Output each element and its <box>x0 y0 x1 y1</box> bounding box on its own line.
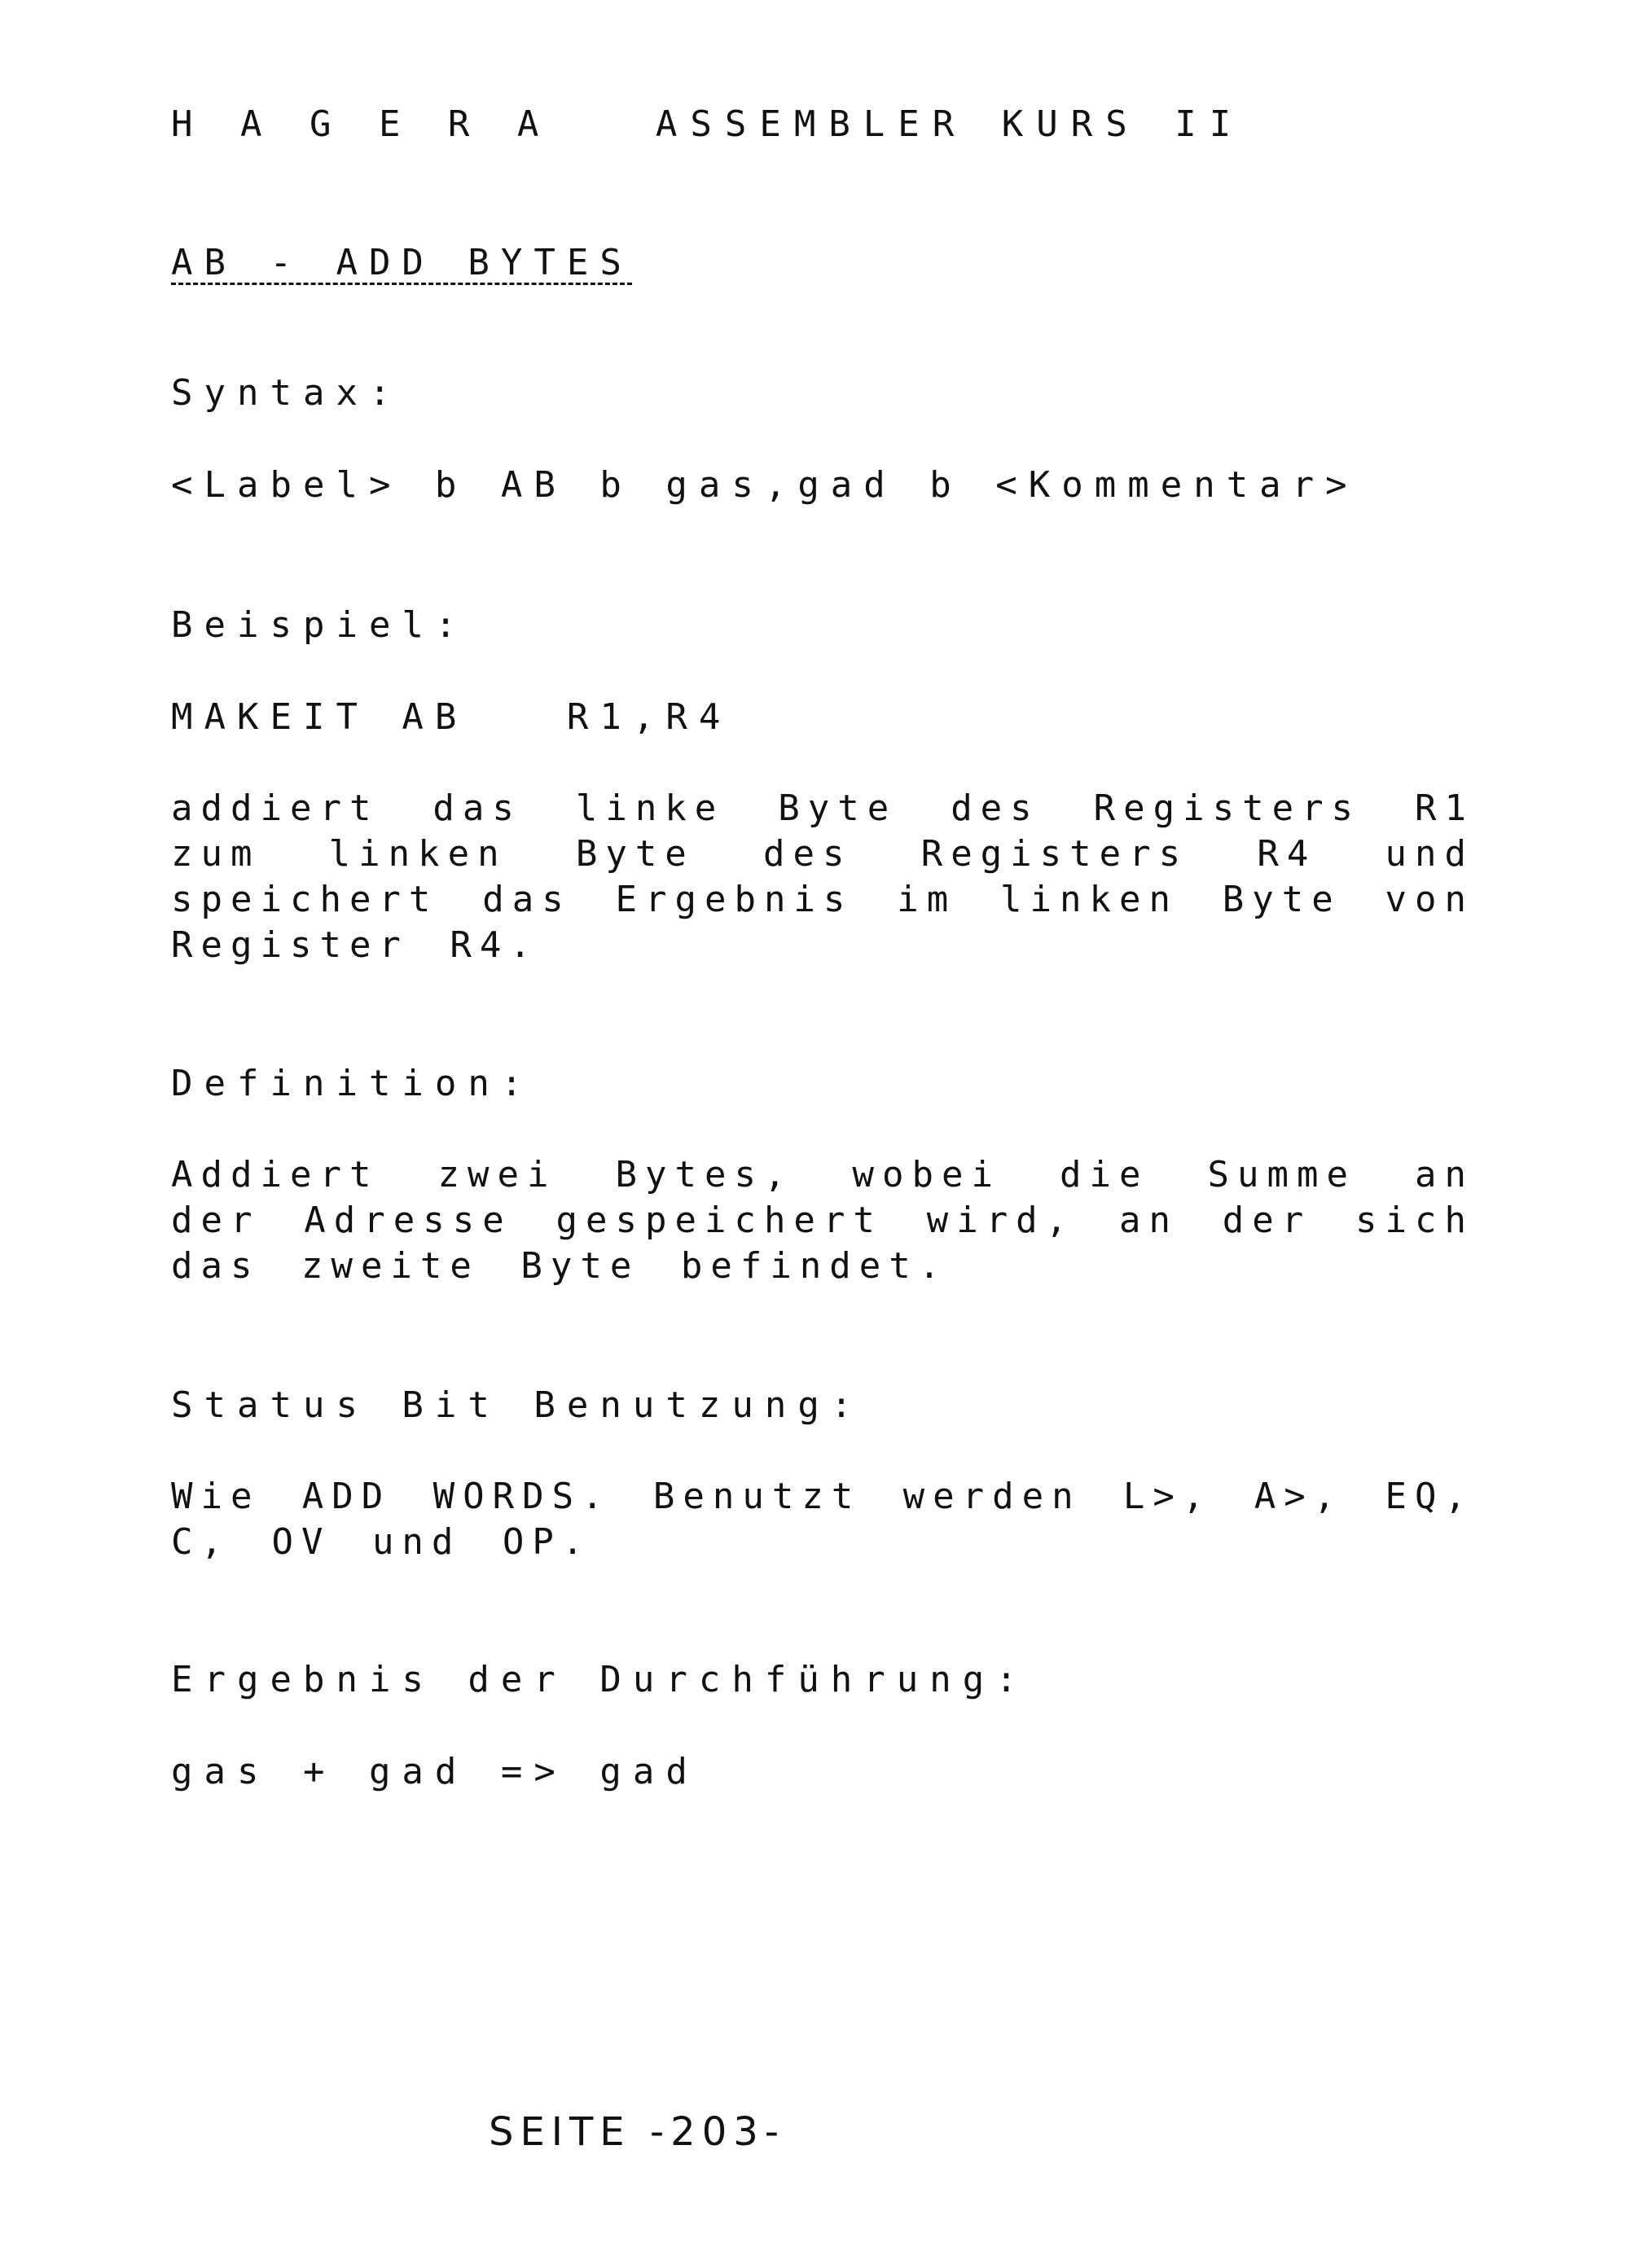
syntax-label: Syntax: <box>171 372 402 414</box>
status-text: Wie ADD WORDS. Benutzt werden L>, A>, EQ, C, OV und OP. <box>171 1476 1474 1563</box>
definition-label: Definition: <box>171 1063 534 1104</box>
example-code: MAKEIT AB R1,R4 <box>171 696 732 738</box>
example-text: addiert das linke Byte des Registers R1 zum linken Byte des Registers R4 und speichert das Ergebnis im linken Byte von Register R4. <box>171 787 1474 966</box>
result-text: gas + gad => gad <box>171 1751 699 1792</box>
page-footer: SEITE -203- <box>489 2109 786 2155</box>
page-header: H A G E R A ASSEMBLER KURS II <box>171 103 1245 145</box>
section-title: AB - ADD BYTES <box>171 242 633 283</box>
syntax-line: <Label> b AB b gas,gad b <Kommentar> <box>171 464 1359 506</box>
status-label: Status Bit Benutzung: <box>171 1384 864 1426</box>
example-label: Beispiel: <box>171 604 468 646</box>
result-label: Ergebnis der Durchführung: <box>171 1659 1029 1700</box>
definition-text: Addiert zwei Bytes, wobei die Summe an der Adresse gespeichert wird, an der sich das zweite Byte befindet. <box>171 1154 1474 1287</box>
